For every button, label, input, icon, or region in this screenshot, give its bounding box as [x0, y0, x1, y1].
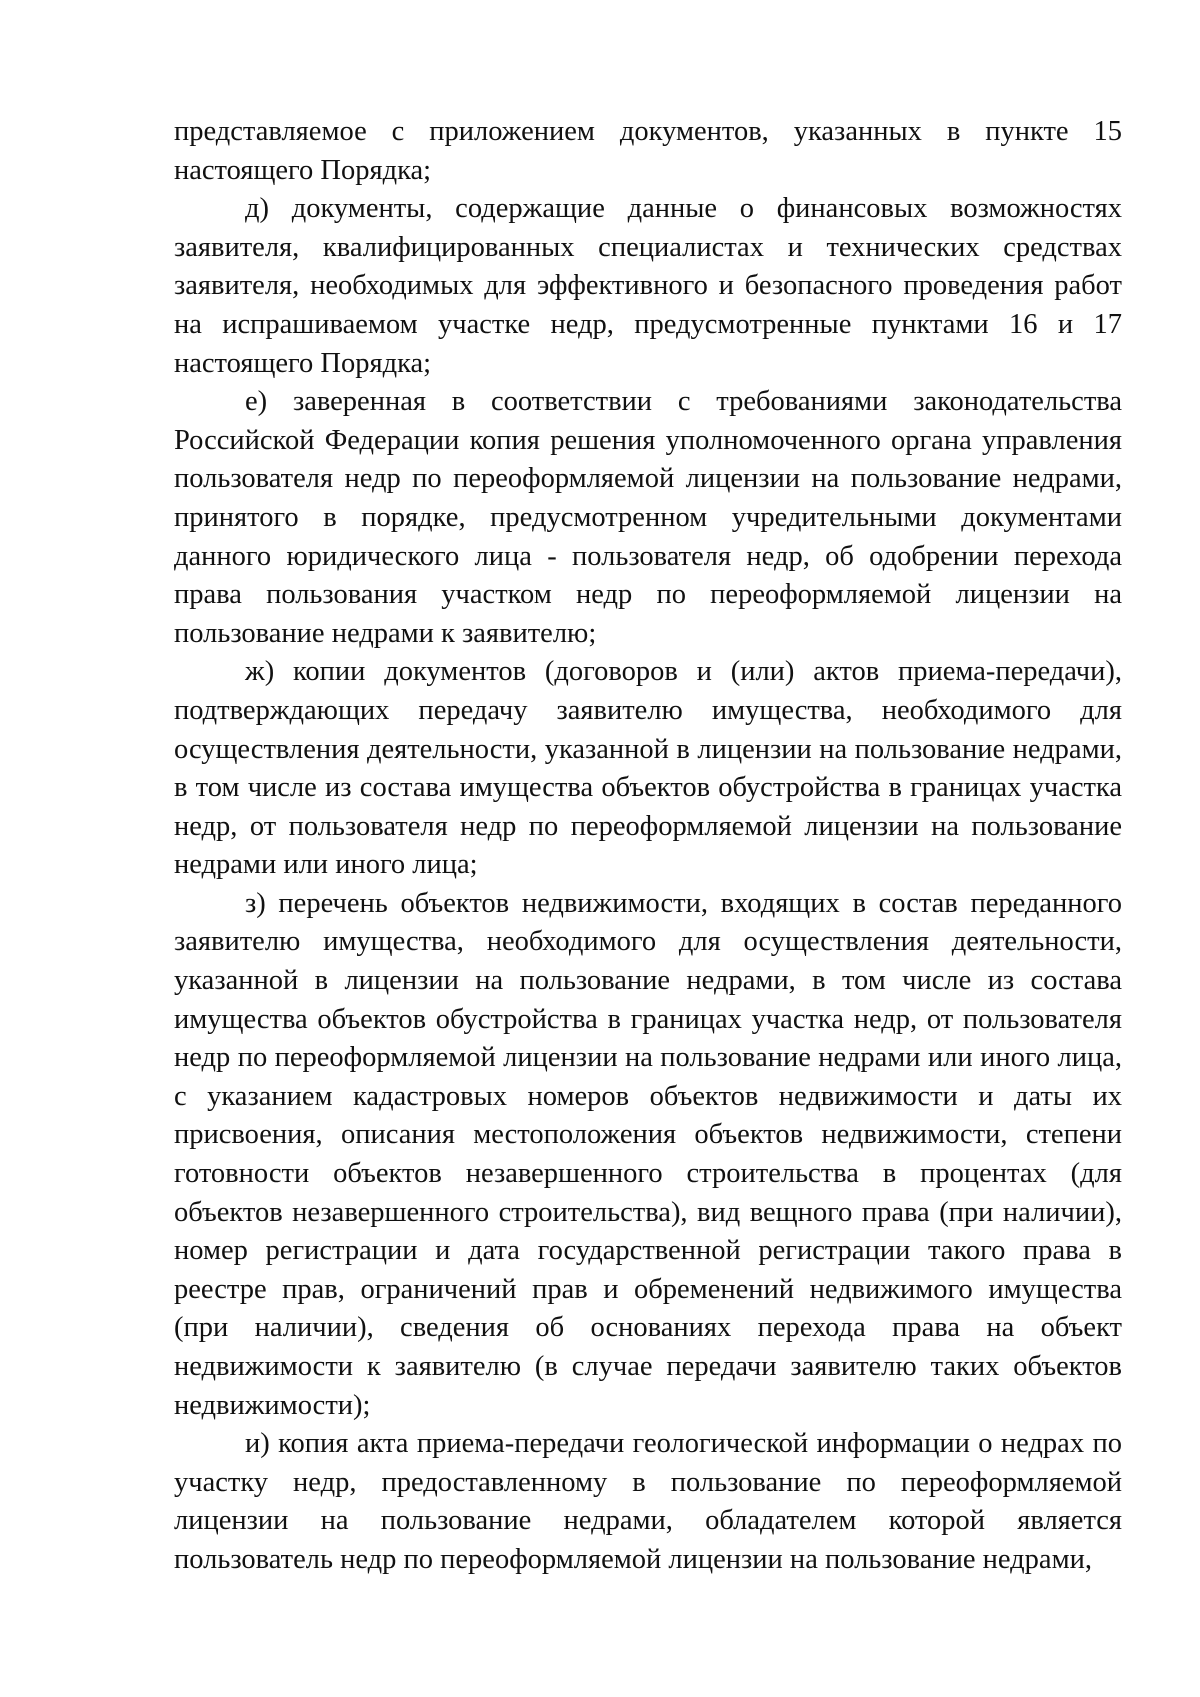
- paragraph-item-zh: ж) копии документов (договоров и (или) актов приема-передачи), подтверждающих передачу заявителю имущества, необходимого для осуществления деятельности, указанной в лицензии на пользование недрами, в том числе из состава имущества объектов обустройства в границах участка недр, от пользователя недр по переоформляемой лицензии на пользование недрами или иного лица;: [174, 656, 1122, 881]
- paragraph-item-d: д) документы, содержащие данные о финансовых возможностях заявителя, квалифицированных специалистах и технических средствах заявителя, необходимых для эффективного и безопасного проведения работ на испрашиваемом участке недр, предусмотренные пунктами 16 и 17 настоящего Порядка;: [174, 193, 1122, 379]
- paragraph-item-e: е) заверенная в соответствии с требованиями законодательства Российской Федерации копия решения уполномоченного органа управления пользователя недр по переоформляемой лицензии на пользование недрами, принятого в порядке, предусмотренном учредительными документами данного юридического лица - пользователя недр, об одобрении перехода права пользования участком недр по переоформляемой лицензии на пользование недрами к заявителю;: [174, 386, 1122, 649]
- paragraph-item-i: и) копия акта приема-передачи геологической информации о недрах по участку недр, предоставленному в пользование по переоформляемой лицензии на пользование недрами, обладателем которой является пользователь недр по переоформляемой лицензии на пользование недрами,: [174, 1428, 1122, 1575]
- paragraph-item-z: з) перечень объектов недвижимости, входящих в состав переданного заявителю имущества, необходимого для осуществления деятельности, указанной в лицензии на пользование недрами, в том числе из состава имущества объектов обустройства в границах участка недр, от пользователя недр по переоформляемой лицензии на пользование недрами или иного лица, с указанием кадастровых номеров объектов недвижимости и даты их присвоения, описания местоположения объектов недвижимости, степени готовности объектов незавершенного строительства в процентах (для объектов незавершенного строительства), вид вещного права (при наличии), номер регистрации и дата государственной регистрации такого права в реестре прав, ограничений прав и обременений недвижимого имущества (при наличии), сведения об основаниях перехода права на объект недвижимости к заявителю (в случае передачи заявителю таких объектов недвижимости);: [174, 887, 1122, 1421]
- paragraph-continuation: представляемое с приложением документов, указанных в пункте 15 настоящего Порядка;: [174, 116, 1122, 186]
- document-page: [174, 113, 1122, 1580]
